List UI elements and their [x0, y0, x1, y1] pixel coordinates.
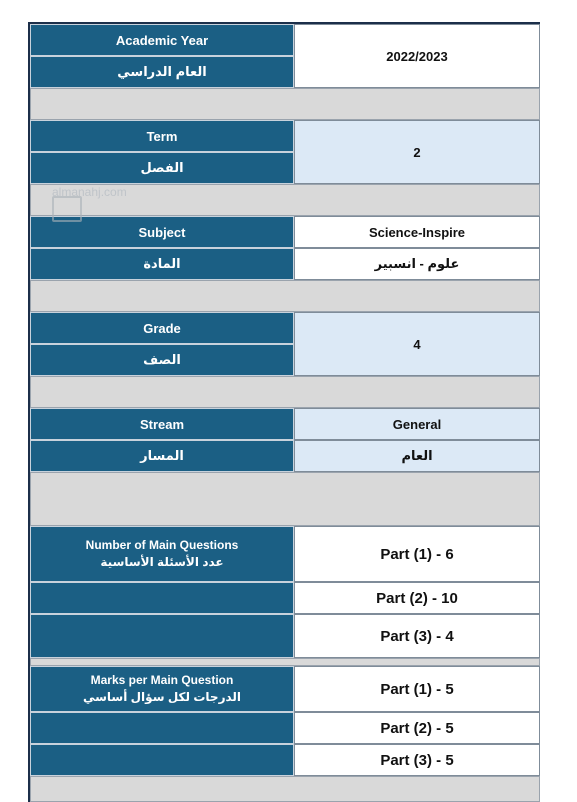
main-questions-part-3: Part (3) - 4	[294, 614, 540, 658]
subject-label-en: Subject	[30, 216, 294, 248]
marks-part-2: Part (2) - 5	[294, 712, 540, 744]
separator	[30, 280, 540, 312]
stream-label-ar: المسار	[30, 440, 294, 472]
separator	[30, 376, 540, 408]
separator	[30, 88, 540, 120]
academic-year-value: 2022/2023	[294, 24, 540, 88]
term-label-en: Term	[30, 120, 294, 152]
term-label-ar: الفصل	[30, 152, 294, 184]
main-questions-label-ar: عدد الأسئلة الأساسية	[100, 555, 224, 569]
term-value: 2	[294, 120, 540, 184]
marks-label	[30, 666, 294, 712]
stream-label-en: Stream	[30, 408, 294, 440]
stream-value-ar: العام	[294, 440, 540, 472]
marks-label-ar: الدرجات لكل سؤال أساسي	[82, 690, 242, 704]
marks-part-1: Part (1) - 5	[294, 666, 540, 712]
separator	[30, 658, 540, 666]
main-questions-part-2: Part (2) - 10	[294, 582, 540, 614]
grade-label-ar: الصف	[30, 344, 294, 376]
blank-label-cell	[30, 712, 294, 744]
subject-value-ar: علوم - انسبير	[294, 248, 540, 280]
main-questions-label	[30, 526, 294, 582]
grade-label-en: Grade	[30, 312, 294, 344]
blank-label-cell	[30, 744, 294, 776]
stream-value-en: General	[294, 408, 540, 440]
grade-value: 4	[294, 312, 540, 376]
main-questions-label-en: Number of Main Questions	[85, 538, 239, 552]
marks-part-3: Part (3) - 5	[294, 744, 540, 776]
watermark-site: almanahj.com	[52, 185, 127, 199]
blank-label-cell	[30, 582, 294, 614]
blank-label-cell	[30, 614, 294, 658]
watermark-logo-icon	[52, 196, 82, 222]
separator	[30, 472, 540, 526]
separator	[30, 776, 540, 802]
main-questions-part-1: Part (1) - 6	[294, 526, 540, 582]
subject-label-ar: المادة	[30, 248, 294, 280]
marks-label-en: Marks per Main Question	[90, 673, 234, 687]
academic-year-label-en: Academic Year	[30, 24, 294, 56]
academic-year-label-ar: العام الدراسي	[30, 56, 294, 88]
exam-info-table	[28, 22, 540, 802]
subject-value-en: Science-Inspire	[294, 216, 540, 248]
